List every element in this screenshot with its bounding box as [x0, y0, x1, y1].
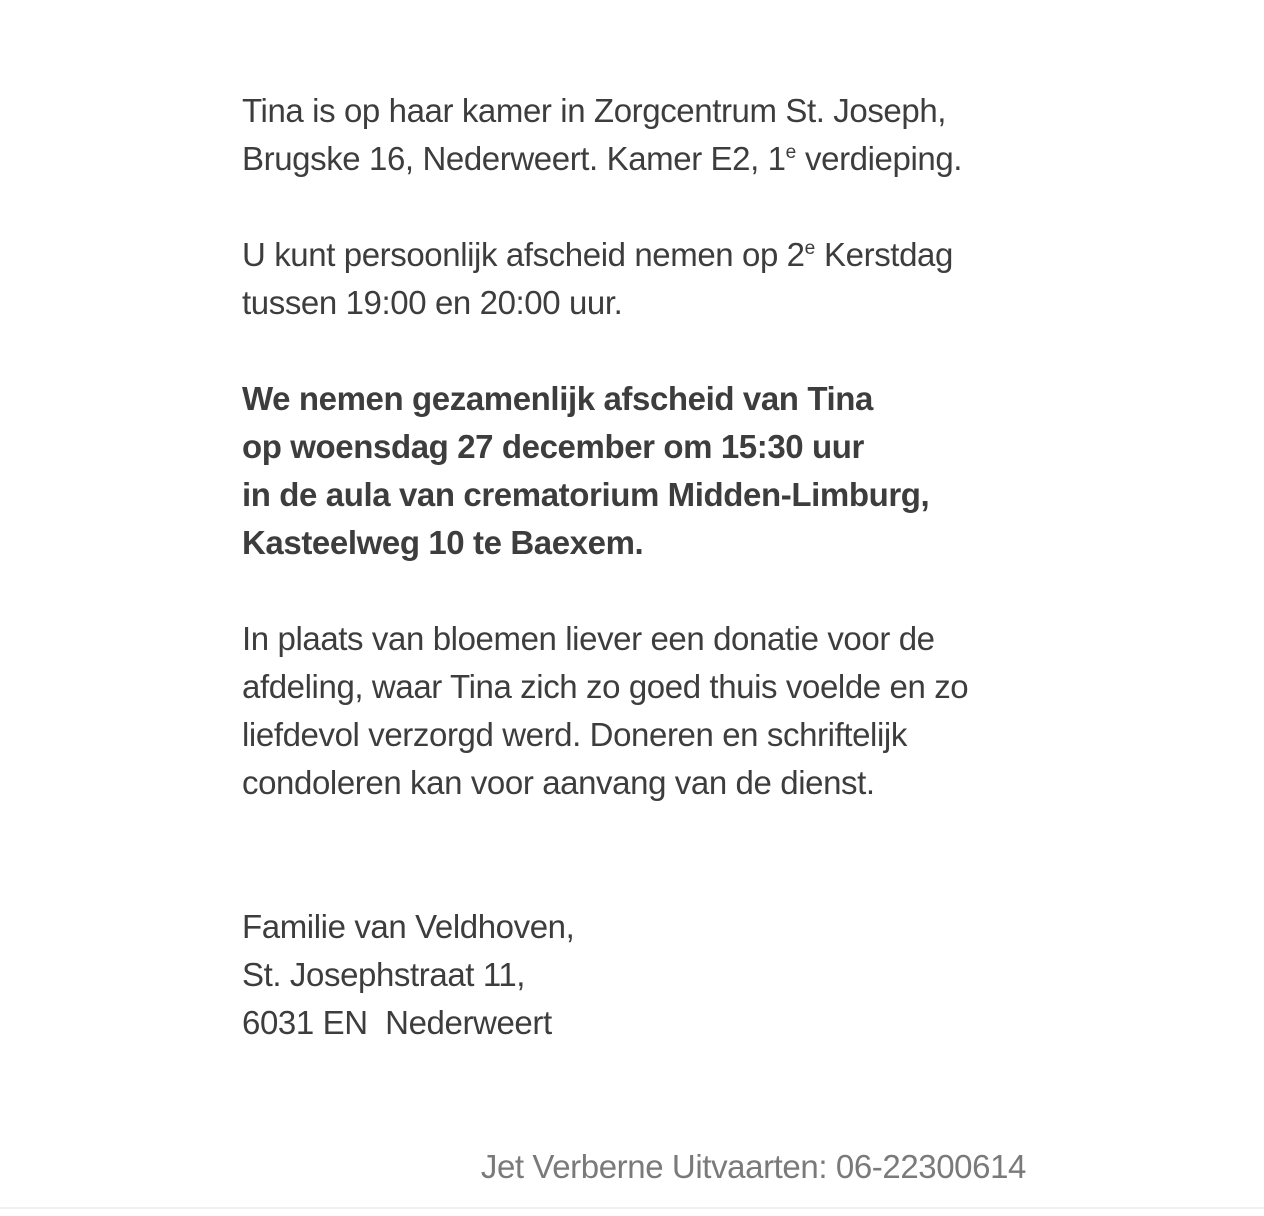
text-line	[242, 951, 1026, 999]
text-line	[242, 279, 1026, 327]
text-segment: 6031 EN Nederweert	[242, 1004, 552, 1041]
text-segment: Familie van Veldhoven,	[242, 908, 575, 945]
text-line	[242, 231, 1026, 279]
text-line	[242, 423, 1026, 471]
text-segment: condoleren kan voor aanvang van de dienst.	[242, 764, 875, 801]
text-segment: Kasteelweg 10 te Baexem.	[242, 524, 644, 561]
text-line	[242, 711, 1026, 759]
text-segment: op woensdag 27 december om 15:30 uur	[242, 428, 864, 465]
superscript-ordinal: e	[804, 238, 816, 259]
paragraph	[242, 231, 1026, 327]
paragraph	[242, 615, 1026, 807]
text-line	[242, 759, 1026, 807]
page-bottom-divider	[0, 1207, 1264, 1209]
text-segment: liefdevol verzorgd werd. Doneren en schriftelijk	[242, 716, 907, 753]
text-segment: in de aula van crematorium Midden-Limburg,	[242, 476, 930, 513]
text-line	[242, 663, 1026, 711]
document-content	[242, 87, 1026, 1191]
paragraphs-container	[242, 87, 1026, 1047]
paragraph	[242, 87, 1026, 183]
text-segment: Kerstdag	[815, 236, 953, 273]
text-segment: U kunt persoonlijk afscheid nemen op 2	[242, 236, 805, 273]
text-segment: Brugske 16, Nederweert. Kamer E2, 1	[242, 140, 786, 177]
text-line	[242, 999, 1026, 1047]
footer-text: Jet Verberne Uitvaarten: 06-22300614	[480, 1148, 1026, 1185]
text-line	[242, 615, 1026, 663]
text-line	[242, 519, 1026, 567]
text-segment: Tina is op haar kamer in Zorgcentrum St. Joseph,	[242, 92, 947, 129]
text-line	[242, 903, 1026, 951]
text-segment: afdeling, waar Tina zich zo goed thuis voelde en zo	[242, 668, 969, 705]
text-segment: We nemen gezamenlijk afscheid van Tina	[242, 380, 873, 417]
text-line	[242, 471, 1026, 519]
paragraph	[242, 903, 1026, 1047]
superscript-ordinal: e	[785, 142, 797, 163]
text-line	[242, 135, 1026, 183]
text-segment: St. Josephstraat 11,	[242, 956, 526, 993]
text-segment: tussen 19:00 en 20:00 uur.	[242, 284, 623, 321]
text-segment: In plaats van bloemen liever een donatie voor de	[242, 620, 935, 657]
text-line	[242, 375, 1026, 423]
text-segment: verdieping.	[796, 140, 963, 177]
footer-line	[242, 1143, 1026, 1191]
text-line	[242, 87, 1026, 135]
paragraph	[242, 375, 1026, 567]
